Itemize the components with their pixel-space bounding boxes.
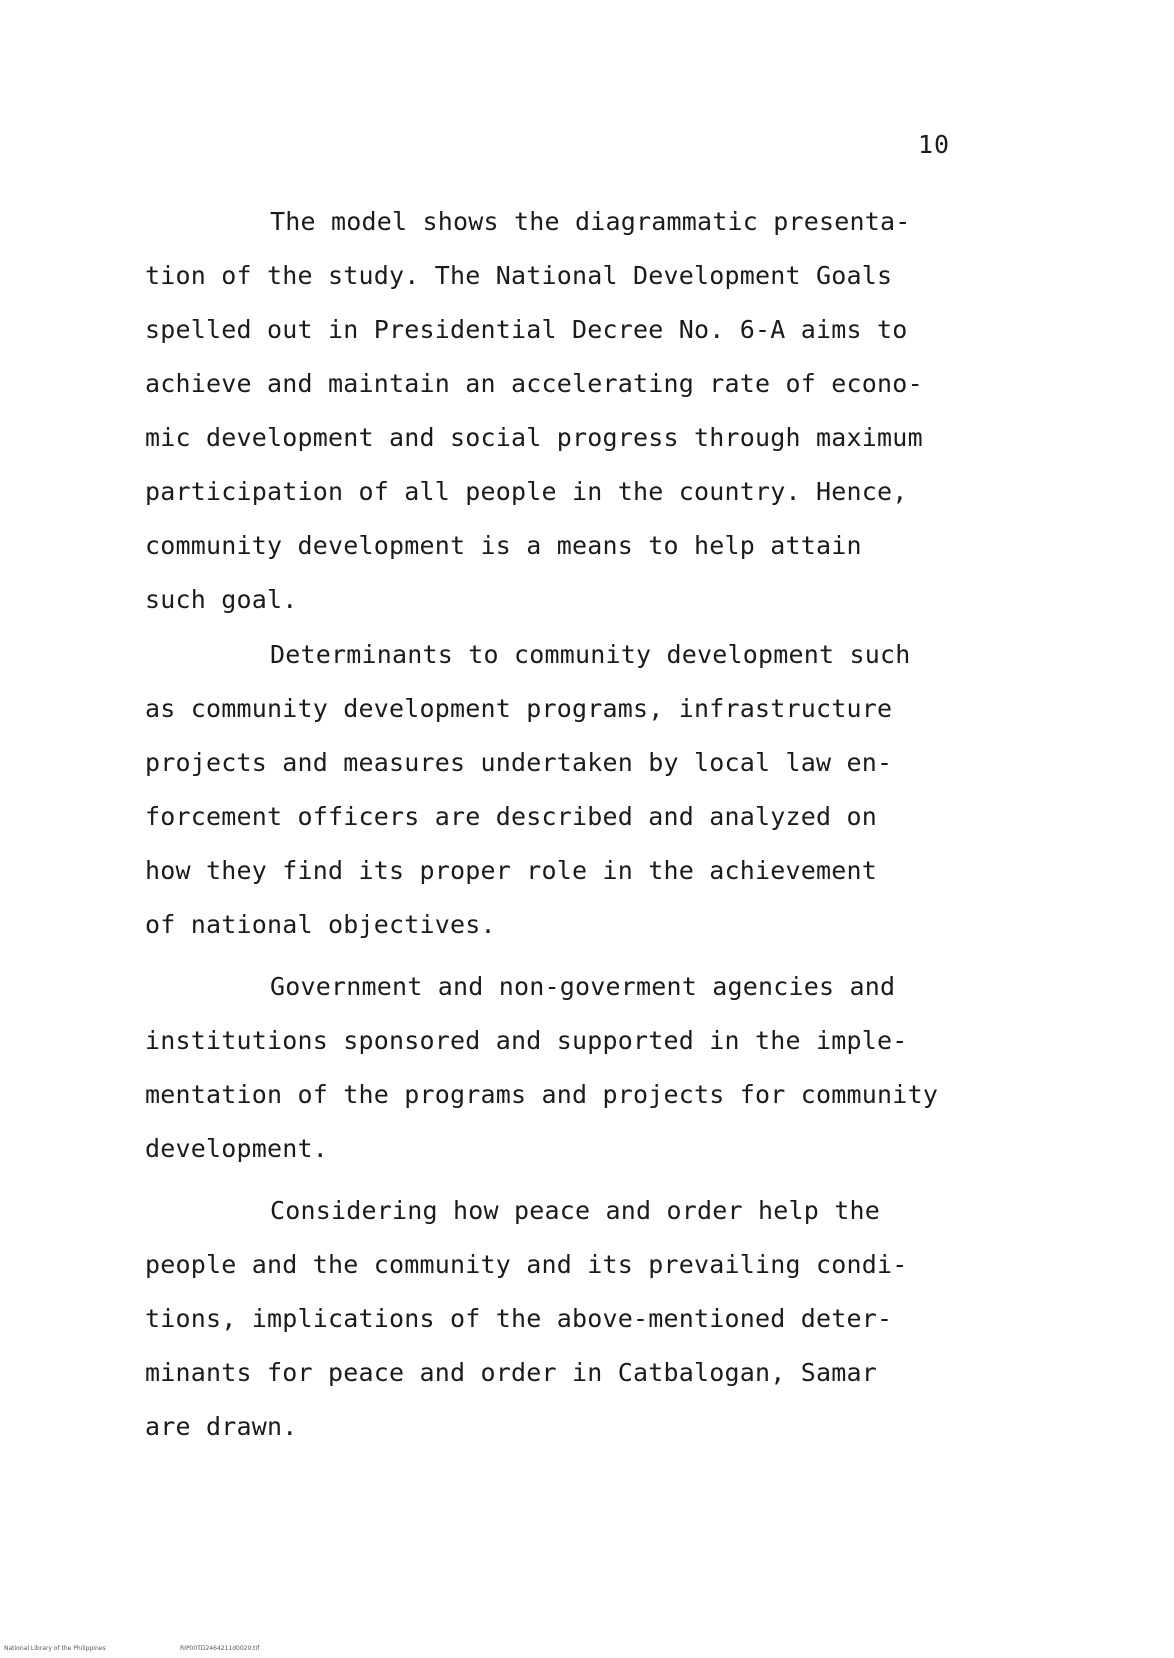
text-line: forcement officers are described and analyzed on (145, 802, 878, 831)
paragraph-peace-order (145, 1184, 985, 1454)
text-line: tions, implications of the above-mentioned deter- (145, 1304, 893, 1333)
text-line: development. (145, 1134, 329, 1163)
text-line: minants for peace and order in Catbalogan, Samar (145, 1358, 878, 1387)
text-line: such goal. (145, 585, 298, 614)
text-line: Considering how peace and order help the (270, 1196, 881, 1225)
footer-library: National Library of the Philippines (4, 1645, 106, 1652)
paragraph-model-description (145, 195, 985, 627)
text-line: achieve and maintain an accelerating rate of econo- (145, 369, 923, 398)
paragraph-agencies (145, 960, 985, 1176)
text-line: The model shows the diagrammatic presenta- (270, 207, 911, 236)
text-line: tion of the study. The National Development Goals (145, 261, 893, 290)
text-line: Government and non-goverment agencies and (270, 972, 896, 1001)
text-line: as community development programs, infrastructure (145, 694, 893, 723)
text-line: institutions sponsored and supported in the imple- (145, 1026, 908, 1055)
text-line: Determinants to community development such (270, 640, 911, 669)
text-line: how they find its proper role in the achievement (145, 856, 878, 885)
text-line: are drawn. (145, 1412, 298, 1441)
paragraph-determinants (145, 628, 985, 952)
text-line: mic development and social progress through maximum (145, 423, 923, 452)
text-line: projects and measures undertaken by local law en- (145, 748, 893, 777)
text-line: community development is a means to help attain (145, 531, 862, 560)
text-line: mentation of the programs and projects for community (145, 1080, 939, 1109)
text-line: spelled out in Presidential Decree No. 6-A aims to (145, 315, 908, 344)
page-number: 10 (918, 130, 951, 159)
footer-file: RIP00TD2464211d0020.tif (180, 1645, 260, 1652)
text-line: of national objectives. (145, 910, 496, 939)
text-line: people and the community and its prevailing condi- (145, 1250, 908, 1279)
text-line: participation of all people in the country. Hence, (145, 477, 908, 506)
